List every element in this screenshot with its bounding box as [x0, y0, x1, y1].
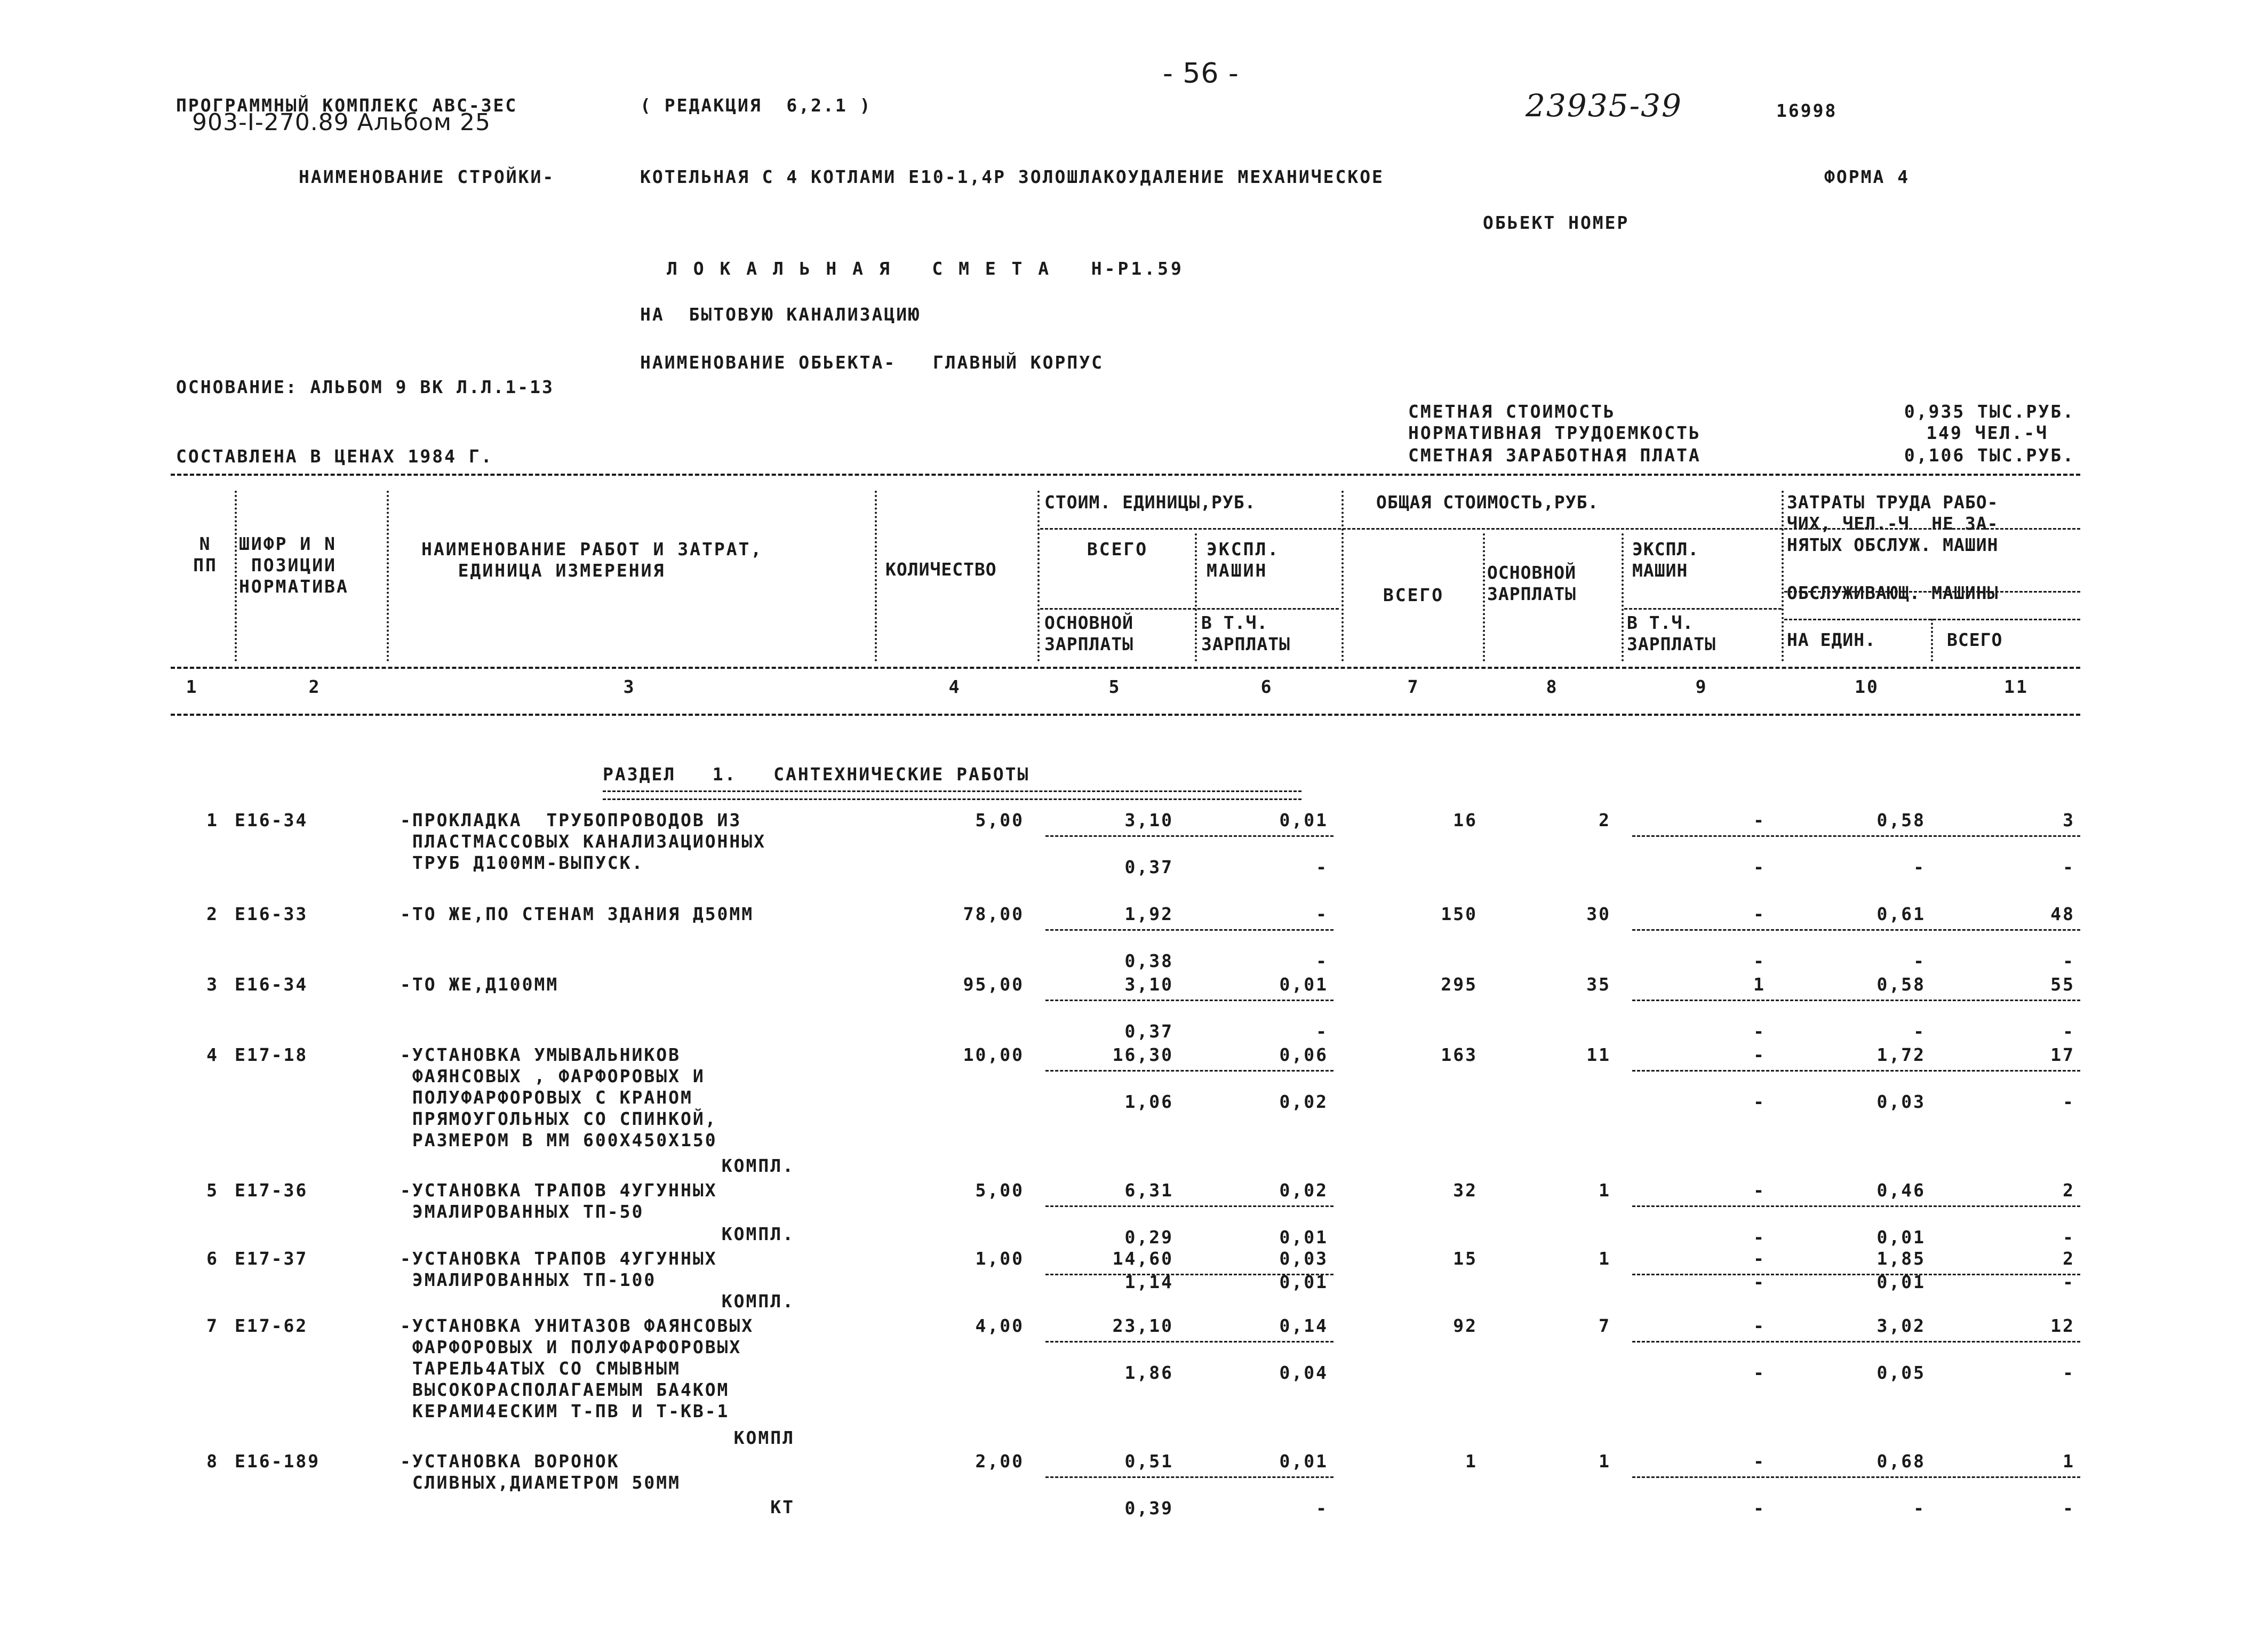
row-number: 5 — [206, 1180, 219, 1201]
header-total-cost: ОБЩАЯ СТОИМОСТЬ,РУБ. — [1376, 492, 1599, 513]
row-labor-total: 48 — [2050, 904, 2075, 924]
row-total: 150 — [1441, 904, 1478, 924]
row-unit-wage-machines: 0,01 — [1279, 1227, 1328, 1248]
row-labor-unit-machines: - — [1913, 1498, 1926, 1519]
row-name: -УСТАНОВКА ТРАПОВ 4УГУННЫХ ЭМАЛИРОВАННЫХ ТП-50 — [400, 1180, 717, 1222]
header-col-8: ОСНОВНОЙ ЗАРПЛАТЫ — [1487, 562, 1576, 604]
col-divider — [1341, 491, 1344, 661]
row-labor-total-machines: - — [2063, 1091, 2075, 1112]
row-total-wage: 1 — [1599, 1248, 1611, 1269]
row-total-wage-machines: - — [1753, 950, 1766, 971]
row-quantity: 78,00 — [963, 904, 1024, 924]
row-labor-unit: 1,72 — [1876, 1044, 1926, 1065]
col-number: 7 — [1407, 676, 1420, 697]
header-col-4: КОЛИЧЕСТВО — [885, 559, 997, 580]
row-labor-total-machines: - — [2063, 950, 2075, 971]
col-divider — [1037, 491, 1040, 661]
col-divider — [1622, 533, 1624, 661]
row-unit-total: 1,92 — [1124, 904, 1173, 924]
row-total-wage-machines: - — [1753, 1272, 1766, 1292]
numbers-rule — [171, 714, 2080, 716]
row-name: -ТО ЖЕ,ПО СТЕНАМ ЗДАНИЯ Д50ММ — [400, 904, 754, 924]
row-labor-unit-machines: 0,01 — [1876, 1227, 1926, 1248]
row-unit-machines: 0,01 — [1279, 1451, 1328, 1472]
header-col-6b: В Т.Ч. ЗАРПЛАТЫ — [1201, 612, 1290, 654]
row-total-machines: - — [1753, 1248, 1766, 1269]
col-divider — [387, 491, 389, 661]
row-labor-total-machines: - — [2063, 1021, 2075, 1042]
row-subrule — [1632, 1000, 2080, 1001]
row-total-wage: 7 — [1599, 1315, 1611, 1336]
header-subrule — [1624, 608, 1782, 610]
row-code: Е16-34 — [235, 974, 308, 995]
row-name: -УСТАНОВКА УНИТАЗОВ ФАЯНСОВЫХ ФАРФОРОВЫХ И ПОЛУФАРФОРОВЫХ ТАРЕЛЬ4АТЫХ СО СМЫВНЫМ ВЫСОКОРАСПОЛАГАЕМЫМ БА4КОМ КЕРАМИ4ЕСКИМ Т-ПВ И Т-КВ-1 — [400, 1315, 754, 1421]
row-unit-total: 14,60 — [1112, 1248, 1173, 1269]
row-unit-wage: 1,14 — [1124, 1272, 1173, 1292]
row-quantity: 1,00 — [975, 1248, 1024, 1269]
row-total-wage-machines: - — [1753, 1021, 1766, 1042]
row-total: 32 — [1453, 1180, 1478, 1201]
row-labor-unit: 1,85 — [1876, 1248, 1926, 1269]
row-total: 163 — [1441, 1044, 1478, 1065]
row-code: Е16-34 — [235, 810, 308, 830]
row-subrule — [1045, 1000, 1333, 1001]
row-name: -УСТАНОВКА ТРАПОВ 4УГУННЫХ ЭМАЛИРОВАННЫХ ТП-100 — [400, 1248, 717, 1290]
row-labor-unit: 3,02 — [1876, 1315, 1926, 1336]
row-total-wage-machines: - — [1753, 1091, 1766, 1112]
row-unit-wage: 1,86 — [1124, 1362, 1173, 1383]
row-subrule — [1632, 835, 2080, 837]
col-number: 3 — [623, 676, 636, 697]
row-quantity: 4,00 — [975, 1315, 1024, 1336]
header-rule-top — [171, 474, 2080, 476]
row-subrule — [1632, 1341, 2080, 1343]
row-number: 6 — [206, 1248, 219, 1269]
row-number: 4 — [206, 1044, 219, 1065]
summary-label-cost: СМЕТНАЯ СТОИМОСТЬ — [1408, 401, 1616, 422]
row-labor-unit: 0,46 — [1876, 1180, 1926, 1201]
row-subrule — [1632, 1070, 2080, 1072]
prices-basis: СОСТАВЛЕНА В ЦЕНАХ 1984 Г. — [176, 446, 493, 467]
header-col-9b: В Т.Ч. ЗАРПЛАТЫ — [1627, 612, 1716, 654]
row-total-wage: 11 — [1586, 1044, 1611, 1065]
col-number: 10 — [1855, 676, 1879, 697]
row-unit: КТ — [770, 1497, 795, 1517]
row-unit-wage-machines: 0,02 — [1279, 1091, 1328, 1112]
col-number: 6 — [1260, 676, 1273, 697]
row-code: Е17-36 — [235, 1180, 308, 1201]
col-divider — [1195, 533, 1197, 661]
row-subrule — [1045, 835, 1333, 837]
col-number: 4 — [948, 676, 961, 697]
basis: ОСНОВАНИЕ: АЛЬБОМ 9 ВК Л.Л.1-13 — [176, 377, 554, 397]
header-col-9a: ЭКСПЛ. МАШИН — [1632, 539, 1699, 581]
row-unit-wage-machines: - — [1316, 1498, 1328, 1519]
row-unit-wage-machines: - — [1316, 857, 1328, 877]
header-col-10: НА ЕДИН. — [1787, 629, 1876, 650]
row-total-wage: 1 — [1599, 1451, 1611, 1472]
summary-value-labor: 149 ЧЕЛ.-Ч — [1926, 422, 2048, 443]
row-number: 1 — [206, 810, 219, 830]
header-col-11: ВСЕГО — [1947, 629, 2003, 650]
col-number: 5 — [1108, 676, 1121, 697]
page-number: - 56 - — [1163, 58, 1239, 90]
row-subrule — [1045, 1476, 1333, 1478]
row-unit: КОМПЛ. — [721, 1155, 795, 1176]
row-labor-unit: 0,58 — [1876, 974, 1926, 995]
col-number: 2 — [308, 676, 321, 697]
row-unit-total: 16,30 — [1112, 1044, 1173, 1065]
row-labor-total: 2 — [2063, 1248, 2075, 1269]
col-divider — [1782, 491, 1784, 661]
row-total-wage: 35 — [1586, 974, 1611, 995]
row-total-machines: - — [1753, 1044, 1766, 1065]
row-labor-unit: 0,58 — [1876, 810, 1926, 830]
col-divider — [1931, 619, 1933, 661]
row-name: -УСТАНОВКА УМЫВАЛЬНИКОВ ФАЯНСОВЫХ , ФАРФОРОВЫХ И ПОЛУФАРФОРОВЫХ С КРАНОМ ПРЯМОУГОЛЬНЫХ СО СПИНКОЙ, РАЗМЕРОМ В ММ 600Х450Х150 — [400, 1044, 717, 1150]
row-total-wage: 30 — [1586, 904, 1611, 924]
row-quantity: 10,00 — [963, 1044, 1024, 1065]
row-unit-machines: 0,03 — [1279, 1248, 1328, 1269]
album-code: 903-I-270.89 Альбом 25 — [192, 109, 491, 136]
row-total: 15 — [1453, 1248, 1478, 1269]
header-col-1: N ПП — [193, 533, 218, 576]
row-name: -ПРОКЛАДКА ТРУБОПРОВОДОВ ИЗ ПЛАСТМАССОВЫХ КАНАЛИЗАЦИОННЫХ ТРУБ Д100ММ-ВЫПУСК. — [400, 810, 766, 873]
row-unit-wage-machines: - — [1316, 950, 1328, 971]
row-subrule — [1632, 1205, 2080, 1207]
row-unit-wage: 0,37 — [1124, 1021, 1173, 1042]
row-labor-total-machines: - — [2063, 1362, 2075, 1383]
row-labor-unit: 0,61 — [1876, 904, 1926, 924]
row-labor-total: 12 — [2050, 1315, 2075, 1336]
header-unit-cost: СТОИМ. ЕДИНИЦЫ,РУБ. — [1044, 492, 1256, 513]
row-labor-unit-machines: 0,03 — [1876, 1091, 1926, 1112]
construction-value: КОТЕЛЬНАЯ С 4 КОТЛАМИ Е10-1,4Р ЗОЛОШЛАКОУДАЛЕНИЕ МЕХАНИЧЕСКОЕ — [640, 166, 1384, 187]
col-divider — [875, 491, 877, 661]
row-code: Е16-33 — [235, 904, 308, 924]
row-total-wage-machines: - — [1753, 857, 1766, 877]
row-unit-total: 3,10 — [1124, 810, 1173, 830]
row-total: 1 — [1465, 1451, 1478, 1472]
row-unit-total: 6,31 — [1124, 1180, 1173, 1201]
row-unit: КОМПЛ. — [721, 1224, 795, 1244]
row-subrule — [1045, 1341, 1333, 1343]
row-unit-total: 3,10 — [1124, 974, 1173, 995]
row-quantity: 5,00 — [975, 1180, 1024, 1201]
row-number: 3 — [206, 974, 219, 995]
row-total-wage: 2 — [1599, 810, 1611, 830]
row-labor-total: 55 — [2050, 974, 2075, 995]
header-labor: ЗАТРАТЫ ТРУДА РАБО- ЧИХ, ЧЕЛ.-Ч НЕ ЗА- НЯТЫХ ОБСЛУЖ. МАШИН — [1787, 492, 1999, 555]
row-code: Е17-18 — [235, 1044, 308, 1065]
col-number: 1 — [186, 676, 198, 697]
row-unit-wage-machines: - — [1316, 1021, 1328, 1042]
row-total-machines: - — [1753, 904, 1766, 924]
row-total-wage-machines: - — [1753, 1498, 1766, 1519]
row-unit-total: 0,51 — [1124, 1451, 1173, 1472]
row-subrule — [1045, 929, 1333, 931]
col-number: 9 — [1695, 676, 1708, 697]
row-subrule — [1045, 1205, 1333, 1207]
form-label: ФОРМА 4 — [1824, 166, 1910, 187]
program-edition: ( РЕДАКЦИЯ 6,2.1 ) — [640, 95, 872, 116]
program-name: ПРОГРАММНЫЙ КОМПЛЕКС АВС-3ЕС — [176, 95, 518, 116]
row-unit-machines: 0,02 — [1279, 1180, 1328, 1201]
row-unit-machines: - — [1316, 904, 1328, 924]
row-unit-wage: 0,38 — [1124, 950, 1173, 971]
row-total-machines: - — [1753, 1315, 1766, 1336]
row-labor-unit-machines: 0,01 — [1876, 1272, 1926, 1292]
header-col-2: ШИФР И N ПОЗИЦИИ НОРМАТИВА — [239, 533, 349, 597]
row-labor-total-machines: - — [2063, 1498, 2075, 1519]
row-total-machines: 1 — [1753, 974, 1766, 995]
object-name: НАИМЕНОВАНИЕ ОБЬЕКТА- ГЛАВНЫЙ КОРПУС — [640, 352, 1104, 373]
row-unit-machines: 0,14 — [1279, 1315, 1328, 1336]
row-labor-unit-machines: - — [1913, 950, 1926, 971]
col-number: 8 — [1546, 676, 1559, 697]
row-number: 7 — [206, 1315, 219, 1336]
row-subrule — [1045, 1070, 1333, 1072]
row-labor-unit-machines: 0,05 — [1876, 1362, 1926, 1383]
row-labor-total-machines: - — [2063, 1272, 2075, 1292]
header-subrule — [1784, 619, 2080, 620]
row-unit-machines: 0,01 — [1279, 974, 1328, 995]
row-code: Е16-189 — [235, 1451, 321, 1472]
document-code: 16998 — [1776, 100, 1838, 121]
row-number: 8 — [206, 1451, 219, 1472]
estimate-title: Л О К А Л Ь Н А Я С М Е Т А Н-Р1.59 — [667, 258, 1184, 279]
document-number: 23935-39 — [1526, 87, 1682, 124]
section-title: РАЗДЕЛ 1. САНТЕХНИЧЕСКИЕ РАБОТЫ — [603, 764, 1030, 785]
row-unit-machines: 0,01 — [1279, 810, 1328, 830]
row-unit-machines: 0,06 — [1279, 1044, 1328, 1065]
row-quantity: 5,00 — [975, 810, 1024, 830]
row-subrule — [1632, 929, 2080, 931]
header-rule-bottom — [171, 667, 2080, 669]
row-unit-wage: 0,29 — [1124, 1227, 1173, 1248]
row-quantity: 2,00 — [975, 1451, 1024, 1472]
row-total-machines: - — [1753, 1180, 1766, 1201]
summary-value-wage: 0,106 ТЫС.РУБ. — [1904, 445, 2075, 466]
row-number: 2 — [206, 904, 219, 924]
row-total-wage-machines: - — [1753, 1227, 1766, 1248]
row-labor-unit-machines: - — [1913, 857, 1926, 877]
row-unit: КОМПЛ. — [721, 1291, 795, 1312]
header-subrule — [1040, 608, 1339, 610]
object-number: ОБЬЕКТ НОМЕР — [1483, 212, 1630, 233]
row-total: 16 — [1453, 810, 1478, 830]
construction-label: НАИМЕНОВАНИЕ СТРОЙКИ- — [299, 166, 555, 187]
estimate-subject: НА БЫТОВУЮ КАНАЛИЗАЦИЮ — [640, 304, 921, 325]
row-unit-wage-machines: 0,01 — [1279, 1272, 1328, 1292]
header-col-3: НАИМЕНОВАНИЕ РАБОТ И ЗАТРАТ, ЕДИНИЦА ИЗМЕРЕНИЯ — [421, 539, 763, 581]
row-unit-wage-machines: 0,04 — [1279, 1362, 1328, 1383]
row-name: -ТО ЖЕ,Д100ММ — [400, 974, 559, 995]
row-total: 295 — [1441, 974, 1478, 995]
row-labor-unit: 0,68 — [1876, 1451, 1926, 1472]
row-quantity: 95,00 — [963, 974, 1024, 995]
row-labor-total: 17 — [2050, 1044, 2075, 1065]
row-unit-wage: 0,37 — [1124, 857, 1173, 877]
row-labor-total-machines: - — [2063, 1227, 2075, 1248]
row-code: Е17-37 — [235, 1248, 308, 1269]
row-total-machines: - — [1753, 810, 1766, 830]
col-divider — [235, 491, 237, 661]
col-divider — [1483, 533, 1485, 661]
row-total: 92 — [1453, 1315, 1478, 1336]
row-labor-unit-machines: - — [1913, 1021, 1926, 1042]
row-labor-total: 3 — [2063, 810, 2075, 830]
header-labor-machines: ОБСЛУЖИВАЮЩ. МАШИНЫ — [1787, 582, 1999, 603]
row-unit: КОМПЛ — [733, 1427, 795, 1448]
row-total-wage-machines: - — [1753, 1362, 1766, 1383]
row-labor-total: 1 — [2063, 1451, 2075, 1472]
row-name: -УСТАНОВКА ВОРОНОК СЛИВНЫХ,ДИАМЕТРОМ 50ММ — [400, 1451, 681, 1493]
header-col-5b: ОСНОВНОЙ ЗАРПЛАТЫ — [1044, 612, 1133, 654]
row-total-machines: - — [1753, 1451, 1766, 1472]
header-col-5a: ВСЕГО — [1087, 539, 1148, 560]
header-col-6a: ЭКСПЛ. МАШИН — [1207, 539, 1280, 581]
row-labor-total-machines: - — [2063, 857, 2075, 877]
row-unit-wage: 1,06 — [1124, 1091, 1173, 1112]
section-underline — [603, 790, 1301, 800]
summary-label-wage: СМЕТНАЯ ЗАРАБОТНАЯ ПЛАТА — [1408, 445, 1701, 466]
header-col-7: ВСЕГО — [1383, 585, 1444, 605]
row-subrule — [1632, 1476, 2080, 1478]
row-labor-total: 2 — [2063, 1180, 2075, 1201]
col-number: 11 — [2004, 676, 2029, 697]
row-total-wage: 1 — [1599, 1180, 1611, 1201]
row-unit-wage: 0,39 — [1124, 1498, 1173, 1519]
row-unit-total: 23,10 — [1112, 1315, 1173, 1336]
summary-value-cost: 0,935 ТЫС.РУБ. — [1904, 401, 2075, 422]
summary-label-labor: НОРМАТИВНАЯ ТРУДОЕМКОСТЬ — [1408, 422, 1701, 443]
row-code: Е17-62 — [235, 1315, 308, 1336]
